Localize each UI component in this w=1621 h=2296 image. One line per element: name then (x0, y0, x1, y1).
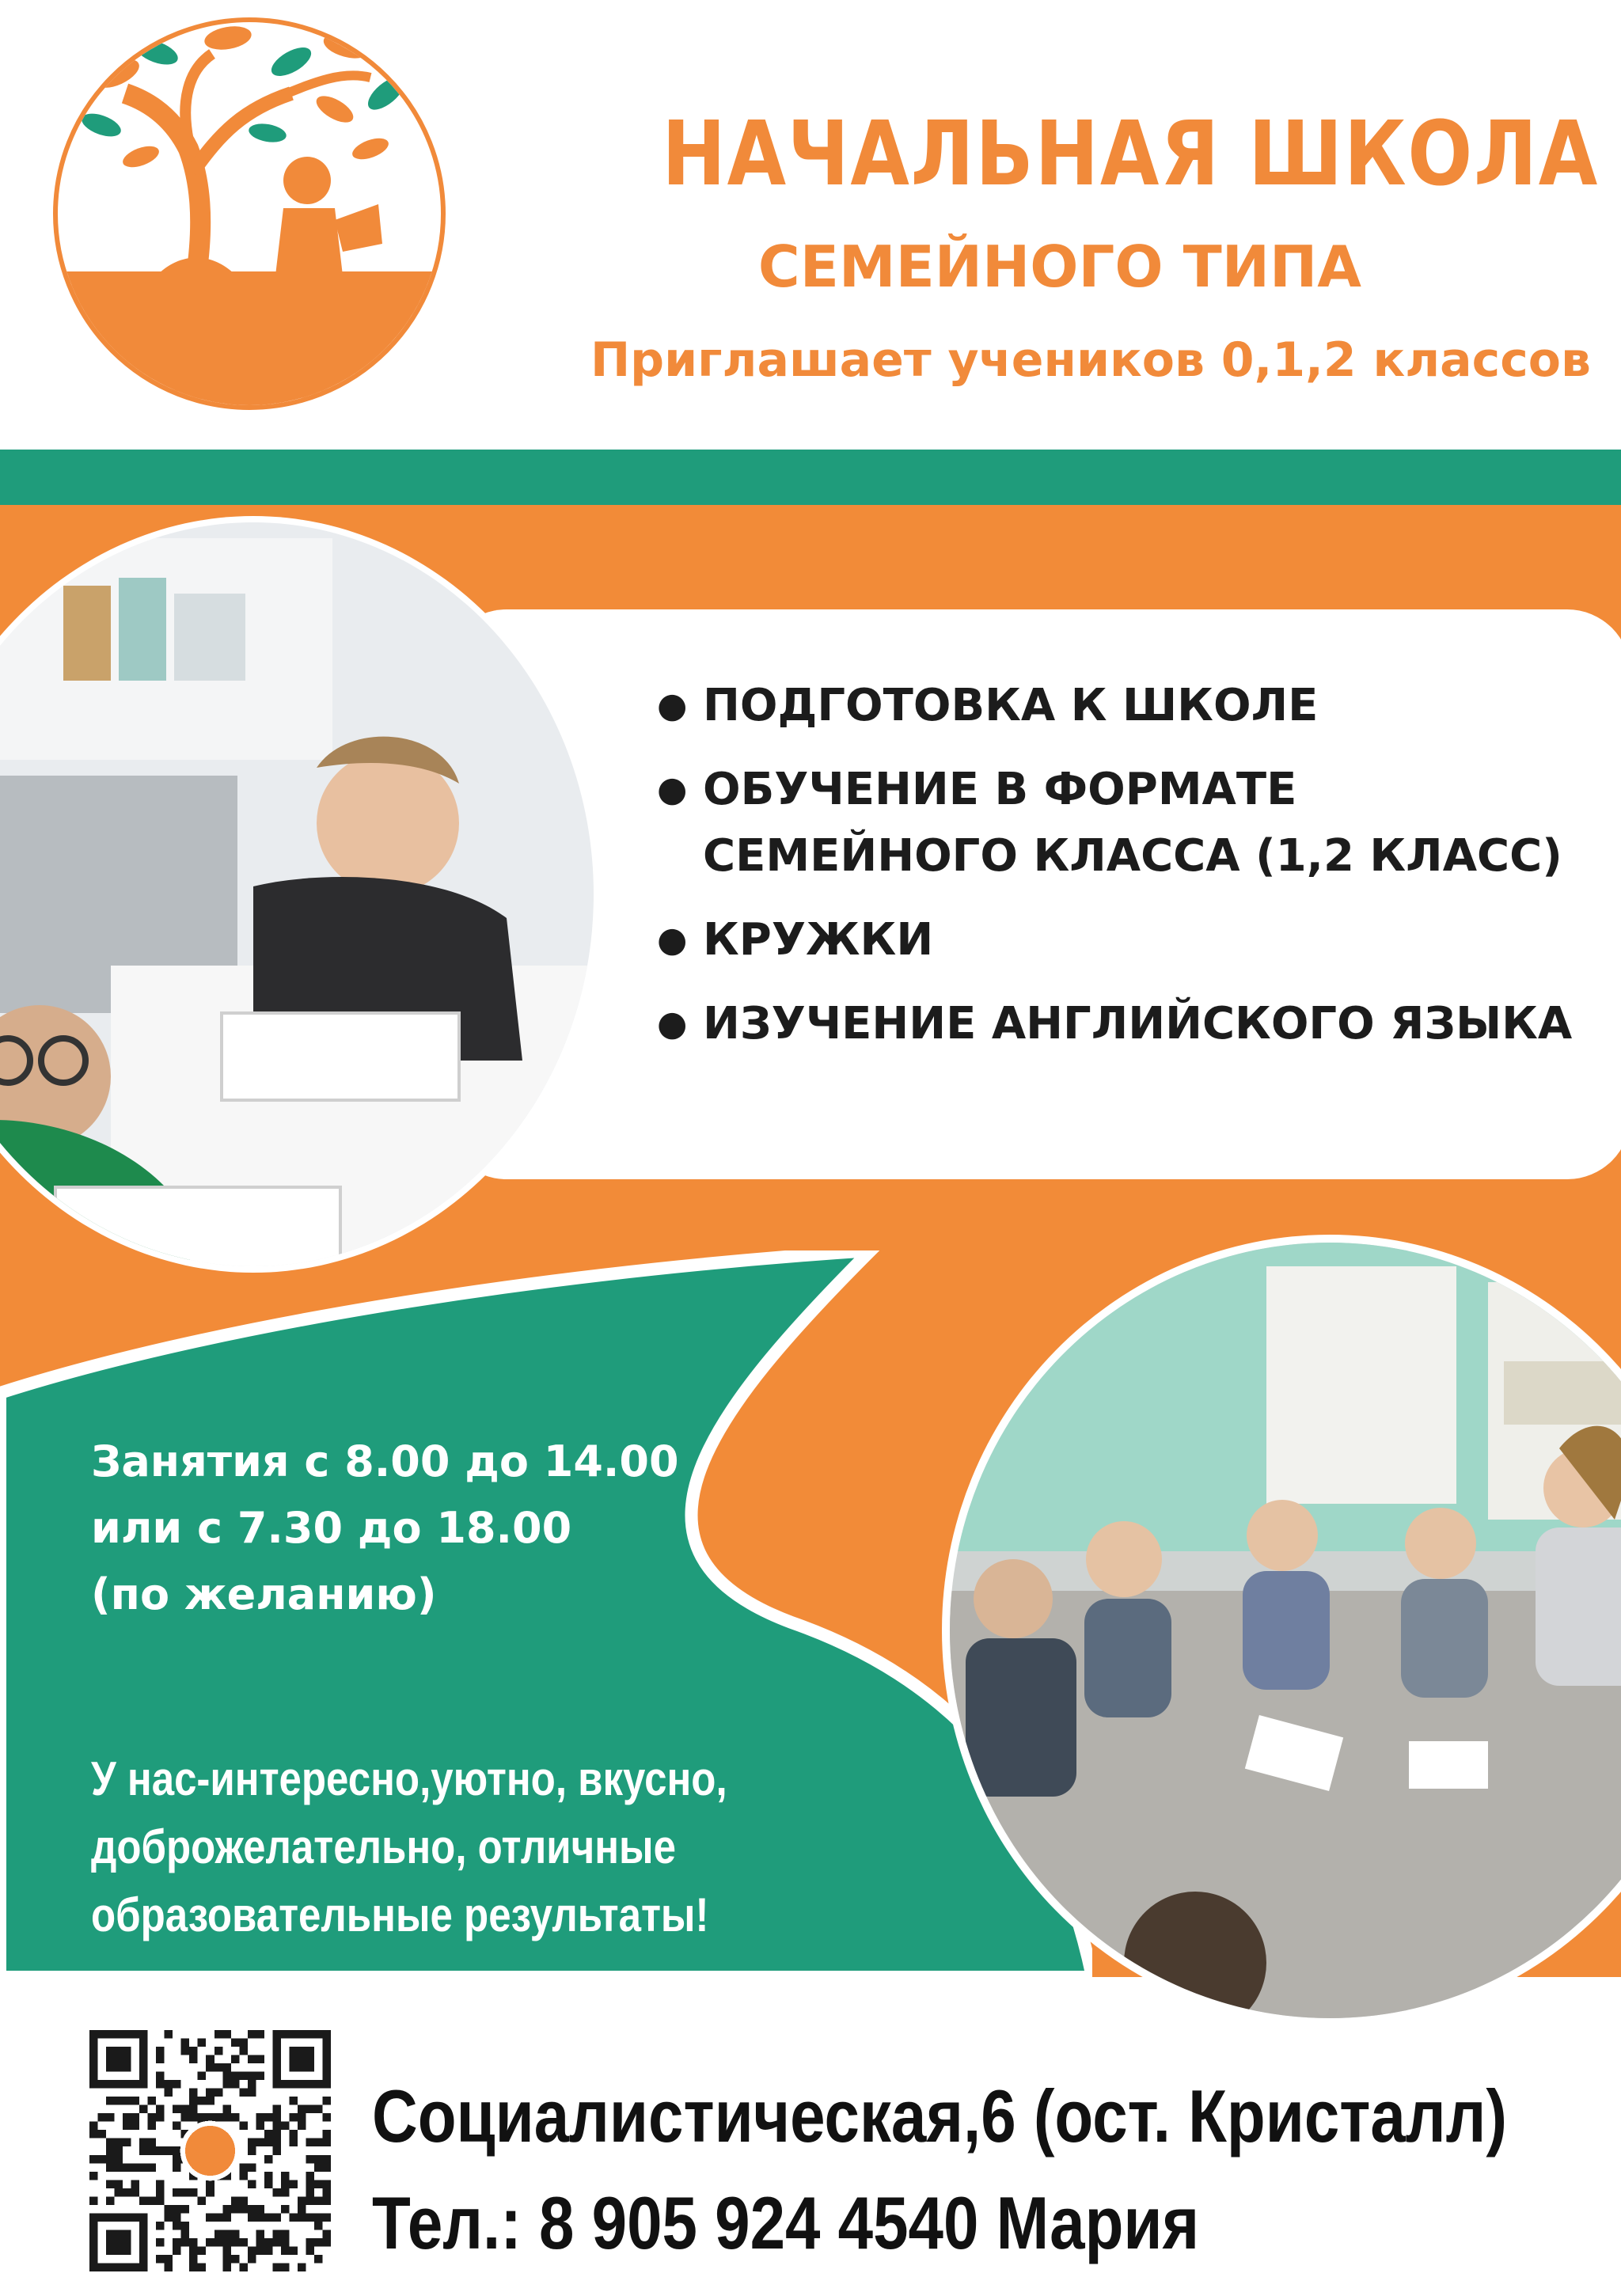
page-title: НАЧАЛЬНАЯ ШКОЛА (662, 103, 1600, 206)
service-item: ● ПОДГОТОВКА К ШКОЛЕ (657, 673, 1591, 739)
schedule-block (91, 1429, 843, 1628)
schedule-line: (по желанию) (91, 1569, 437, 1619)
classroom-photo-writing (0, 507, 602, 1282)
teal-band (0, 450, 1621, 505)
service-item: ● КРУЖКИ (657, 907, 1591, 973)
service-item: ● ОБУЧЕНИЕ В ФОРМАТЕ СЕМЕЙНОГО КЛАССА (1,2 КЛАСС) (657, 757, 1591, 890)
qr-logo-icon (185, 2126, 235, 2176)
address-text: Социалистическая,6 (ост. Кристалл) (372, 2074, 1507, 2157)
invite-text: Приглашает учеников 0,1,2 классов (590, 332, 1591, 388)
service-item: ● ИЗУЧЕНИЕ АНГЛИЙСКОГО ЯЗЫКА (657, 991, 1591, 1057)
phone-text[interactable]: Тел.: 8 905 924 4540 Мария (372, 2181, 1200, 2264)
page-subtitle: СЕМЕЙНОГО ТИПА (757, 233, 1361, 300)
promo-line: образовательные результаты! (91, 1888, 709, 1941)
qr-code-icon[interactable] (89, 2030, 331, 2271)
schedule-line: или с 7.30 до 18.00 (91, 1503, 572, 1553)
classroom-photo-circle (934, 1235, 1621, 2026)
schedule-line: Занятия с 8.00 до 14.00 (91, 1436, 679, 1486)
promo-line: У нас-интересно,уютно, вкусно, (91, 1752, 727, 1805)
promo-line: доброжелательно, отличные (91, 1820, 676, 1873)
services-list (657, 673, 1591, 1075)
school-logo-icon (30, 14, 469, 414)
promo-block (91, 1745, 764, 1949)
